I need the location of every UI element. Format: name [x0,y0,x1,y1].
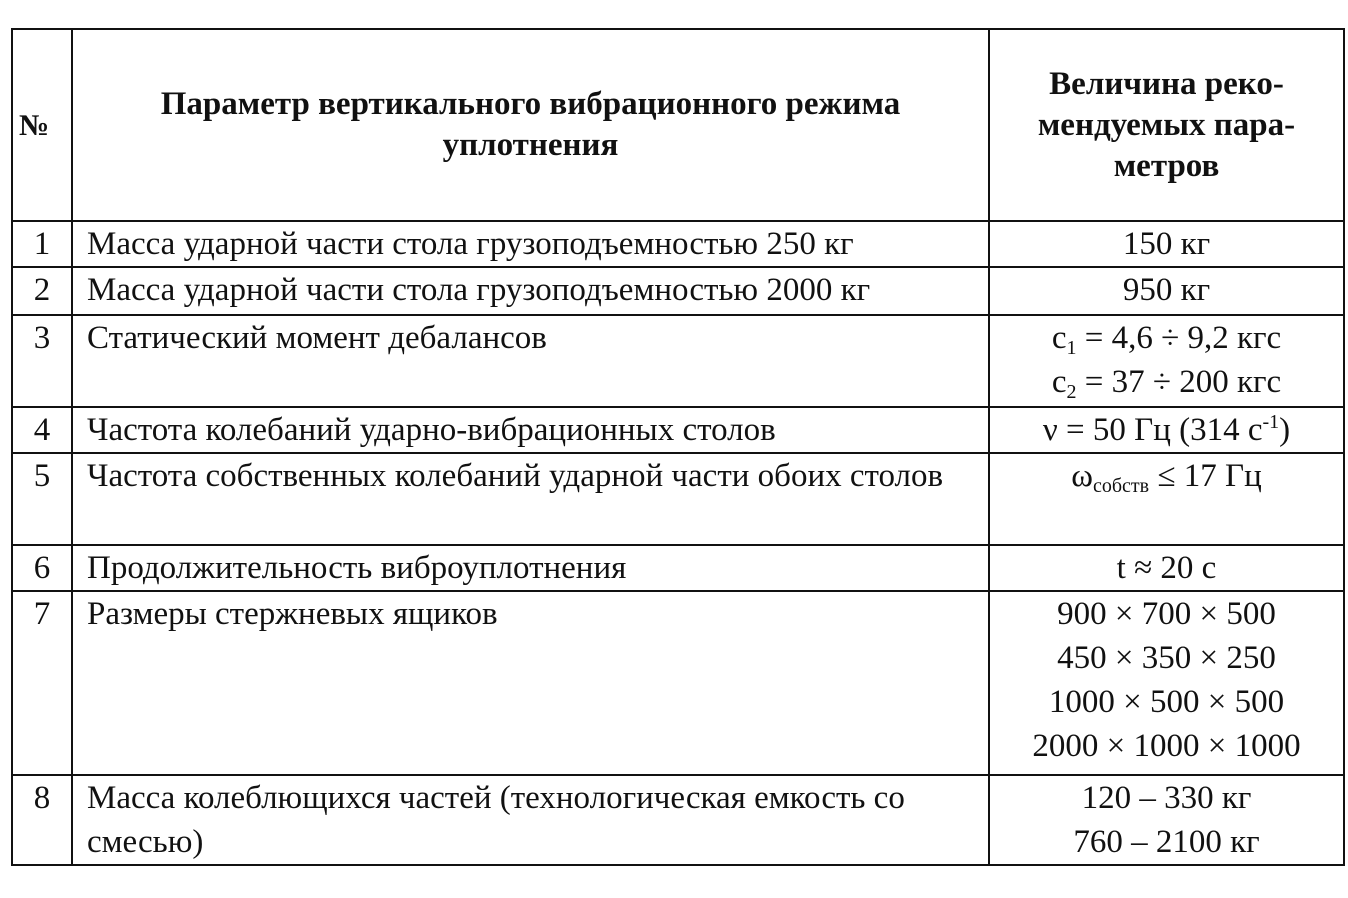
header-parameter: Параметр вертикального вибрационного режима уплотнения [72,29,989,221]
table-row [12,453,1344,545]
row-number: 3 [12,315,72,407]
header-value-line: метров [1113,147,1220,184]
value-line: $c_1 = 4,6 \div 9,2$ кгс [1051,320,1282,359]
value-line: 1000 × 500 × 500 [1048,684,1285,720]
row-value [989,591,1344,775]
row-number: 8 [12,775,72,865]
table-row [12,315,1344,407]
table-row [12,591,1344,775]
row-parameter: Масса ударной части стола грузоподъемностью 250 кг [72,221,989,267]
table-row [12,545,1344,591]
row-value: ν = 50 Гц (314 $с^{-1}$) [989,407,1344,453]
row-value: 950 кг [989,267,1344,315]
row-parameter: Продолжительность виброуплотнения [72,545,989,591]
row-value [989,775,1344,865]
value-line: $c_2 = 37 \div 200$ кгс [1051,364,1282,403]
row-value: 150 кг [989,221,1344,267]
table-row [12,267,1344,315]
row-number: 4 [12,407,72,453]
table-row [12,775,1344,865]
row-number: 1 [12,221,72,267]
row-parameter: Размеры стержневых ящиков [72,591,989,775]
row-number: 6 [12,545,72,591]
value-line: 900 × 700 × 500 [1057,596,1276,632]
row-number: 2 [12,267,72,315]
value-line: 760 – 2100 кг [1073,824,1260,860]
row-parameter: Частота собственных колебаний ударной части обоих столов [72,453,989,545]
row-value: t ≈ 20 с [989,545,1344,591]
header-value-line: Величина реко- [1049,65,1284,102]
header-number: № [12,29,72,221]
row-parameter: Масса колеблющихся частей (технологическая емкость со смесью) [72,775,989,865]
value-line: 2000 × 1000 × 1000 [1032,728,1301,764]
header-value [989,29,1344,221]
value-line: 120 – 330 кг [1081,780,1252,816]
table-row [12,407,1344,453]
table-row [12,221,1344,267]
row-number: 5 [12,453,72,545]
table-header-row [12,29,1344,221]
row-parameter: Масса ударной части стола грузоподъемностью 2000 кг [72,267,989,315]
row-parameter: Частота колебаний ударно-вибрационных столов [72,407,989,453]
row-value [989,315,1344,407]
value-line: 450 × 350 × 250 [1057,640,1276,676]
row-number: 7 [12,591,72,775]
header-value-line: мендуемых пара- [1037,106,1296,143]
row-parameter: Статический момент дебалансов [72,315,989,407]
row-value: $\omega_{собств} \le 17$ Гц [989,453,1344,545]
parameters-table [11,28,1345,866]
